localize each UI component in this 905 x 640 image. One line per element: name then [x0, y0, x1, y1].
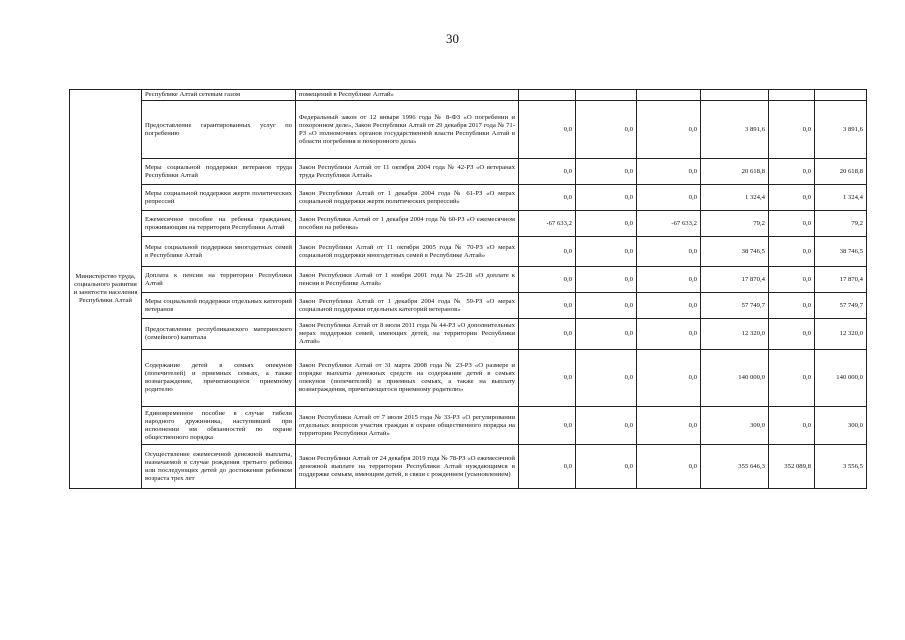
- amount-cell-1: 0,0: [519, 407, 576, 445]
- amount-cell-3: 0,0: [637, 350, 701, 407]
- measure-name-cell: Ежемесячное пособие на ребенка гражданам, проживающим на территории Республики Алтай: [142, 211, 296, 237]
- amount-cell-2: 0,0: [576, 267, 637, 293]
- amount-cell-5: 352 089,8: [769, 445, 815, 489]
- measure-name-cell: Меры социальной поддержки многодетных семей в Республике Алтай: [142, 237, 296, 267]
- legal-basis-cell: Закон Республики Алтай от 1 декабря 2004 года № 61-РЗ «О мерах социальной поддержки жертв политических репрессий»: [296, 185, 519, 211]
- amount-cell-2: 0,0: [576, 159, 637, 185]
- amount-cell-6: 12 320,0: [815, 319, 867, 350]
- amount-cell-4: 79,2: [701, 211, 769, 237]
- legal-basis-cell: Закон Республики Алтай от 24 декабря 2019 года № 78-РЗ «О ежемесячной денежной выплате на территории Республики Алтай нуждающимся в поддержке семьям, имеющим детей, в связи с рождением (усыновлением): [296, 445, 519, 489]
- amount-cell-6: 300,0: [815, 407, 867, 445]
- amount-cell-6: 79,2: [815, 211, 867, 237]
- measure-name-cell: Предоставление гарантированных услуг по погребению: [142, 101, 296, 159]
- table-row: [70, 350, 867, 407]
- amount-cell-6: [815, 90, 867, 101]
- amount-cell-5: 0,0: [769, 319, 815, 350]
- amount-cell-2: 0,0: [576, 237, 637, 267]
- amount-cell-4: 20 618,8: [701, 159, 769, 185]
- amount-cell-1: 0,0: [519, 293, 576, 319]
- amount-cell-3: 0,0: [637, 185, 701, 211]
- amount-cell-1: 0,0: [519, 101, 576, 159]
- amount-cell-3: 0,0: [637, 407, 701, 445]
- amount-cell-4: 57 749,7: [701, 293, 769, 319]
- amount-cell-3: [637, 90, 701, 101]
- table-row: [70, 185, 867, 211]
- table-row: [70, 293, 867, 319]
- amount-cell-2: 0,0: [576, 185, 637, 211]
- amount-cell-5: 0,0: [769, 293, 815, 319]
- amount-cell-4: 1 324,4: [701, 185, 769, 211]
- amount-cell-2: [576, 90, 637, 101]
- legal-basis-cell: Федеральный закон от 12 января 1996 года № 8-ФЗ «О погребении и похоронном деле», Закон Республики Алтай от 29 декабря 2017 года № 71-РЗ «О полномочиях органов государственной власти Республики Алтай в области погребения и похоронного дела»: [296, 101, 519, 159]
- measure-name-cell: Меры социальной поддержки ветеранов труда Республики Алтай: [142, 159, 296, 185]
- amount-cell-3: 0,0: [637, 293, 701, 319]
- legal-basis-cell: Закон Республики Алтай от 1 ноября 2001 года № 25-28 «О доплате к пенсии в Республике Алтай»: [296, 267, 519, 293]
- measure-name-cell: Предоставление республиканского материнского (семейного) капитала: [142, 319, 296, 350]
- amount-cell-3: 0,0: [637, 159, 701, 185]
- amount-cell-5: 0,0: [769, 237, 815, 267]
- amount-cell-1: 0,0: [519, 159, 576, 185]
- organization-cell: Министерство труда, социального развития и занятости населения Республики Алтай: [70, 90, 142, 489]
- measure-name-cell: Меры социальной поддержки отдельных категорий ветеранов: [142, 293, 296, 319]
- amount-cell-5: 0,0: [769, 407, 815, 445]
- table-row: [70, 267, 867, 293]
- amount-cell-2: 0,0: [576, 101, 637, 159]
- amount-cell-4: 140 000,0: [701, 350, 769, 407]
- amount-cell-3: 0,0: [637, 267, 701, 293]
- measure-name-cell: Единовременное пособие в случае гибели народного дружинника, наступившей при исполнении им обязанностей по охране общественного порядка: [142, 407, 296, 445]
- budget-table: [69, 89, 867, 489]
- amount-cell-4: 3 891,6: [701, 101, 769, 159]
- legal-basis-cell: Закон Республики Алтай от 1 декабря 2004 года № 60-РЗ «О ежемесячном пособии на ребенка»: [296, 211, 519, 237]
- legal-basis-cell: Закон Республики Алтай от 31 марта 2008 года № 23-РЗ «О размере и порядке выплаты денежных средств на содержание детей в семьях опекунов (попечителей) и приемных семьях, а также на выплату вознаграждения, причитающегося приемному родителю»: [296, 350, 519, 407]
- measure-name-cell: Содержание детей в семьях опекунов (попечителей) и приемных семьях, а также вознаграждение, причитающееся приемному родителю: [142, 350, 296, 407]
- amount-cell-2: 0,0: [576, 407, 637, 445]
- table-row: [70, 90, 867, 101]
- table-row: [70, 101, 867, 159]
- table-row: [70, 319, 867, 350]
- page-number: 30: [446, 31, 459, 46]
- amount-cell-2: 0,0: [576, 350, 637, 407]
- legal-basis-cell: Закон Республики Алтай от 8 июля 2011 года № 44-РЗ «О дополнительных мерах поддержки семей, имеющих детей, на территории Республики Алтай»: [296, 319, 519, 350]
- amount-cell-1: [519, 90, 576, 101]
- amount-cell-3: 0,0: [637, 101, 701, 159]
- measure-name-cell: Осуществление ежемесячной денежной выплаты, назначаемой в случае рождения третьего ребенка или последующих детей до достижения ребенком возраста трех лет: [142, 445, 296, 489]
- legal-basis-cell: Закон Республики Алтай от 11 октября 2005 года № 70-РЗ «О мерах социальной поддержки многодетных семей в Республике Алтай»: [296, 237, 519, 267]
- amount-cell-2: 0,0: [576, 445, 637, 489]
- measure-name-cell: Республике Алтай сетевым газом: [142, 90, 296, 101]
- amount-cell-2: 0,0: [576, 293, 637, 319]
- legal-basis-cell: Закон Республики Алтай от 1 декабря 2004 года № 59-РЗ «О мерах социальной поддержки отдельных категорий ветеранов»: [296, 293, 519, 319]
- table-row: [70, 211, 867, 237]
- amount-cell-2: 0,0: [576, 211, 637, 237]
- legal-basis-cell: помещений в Республике Алтай»: [296, 90, 519, 101]
- amount-cell-4: [701, 90, 769, 101]
- amount-cell-4: 38 746,5: [701, 237, 769, 267]
- amount-cell-1: 0,0: [519, 267, 576, 293]
- amount-cell-5: 0,0: [769, 159, 815, 185]
- table-row: [70, 159, 867, 185]
- amount-cell-3: 0,0: [637, 237, 701, 267]
- amount-cell-1: 0,0: [519, 319, 576, 350]
- amount-cell-5: 0,0: [769, 101, 815, 159]
- table-row: [70, 445, 867, 489]
- amount-cell-5: 0,0: [769, 185, 815, 211]
- amount-cell-3: -67 633,2: [637, 211, 701, 237]
- amount-cell-5: 0,0: [769, 350, 815, 407]
- amount-cell-3: 0,0: [637, 319, 701, 350]
- table-row: [70, 407, 867, 445]
- amount-cell-6: 20 618,8: [815, 159, 867, 185]
- table-row: [70, 237, 867, 267]
- amount-cell-6: 57 749,7: [815, 293, 867, 319]
- measure-name-cell: Доплата к пенсии на территории Республики Алтай: [142, 267, 296, 293]
- amount-cell-2: 0,0: [576, 319, 637, 350]
- amount-cell-4: 300,0: [701, 407, 769, 445]
- amount-cell-6: 1 324,4: [815, 185, 867, 211]
- amount-cell-4: 355 646,3: [701, 445, 769, 489]
- amount-cell-1: 0,0: [519, 445, 576, 489]
- legal-basis-cell: Закон Республики Алтай от 11 октября 2004 года № 42-РЗ «О ветеранах труда Республики Алтай»: [296, 159, 519, 185]
- amount-cell-6: 3 556,5: [815, 445, 867, 489]
- legal-basis-cell: Закон Республики Алтай от 7 июля 2015 года № 33-РЗ «О регулировании отдельных вопросов участия граждан в охране общественного порядка на территории Республики Алтай»: [296, 407, 519, 445]
- amount-cell-6: 17 870,4: [815, 267, 867, 293]
- amount-cell-5: 0,0: [769, 267, 815, 293]
- amount-cell-3: 0,0: [637, 445, 701, 489]
- amount-cell-1: 0,0: [519, 350, 576, 407]
- amount-cell-4: 12 320,0: [701, 319, 769, 350]
- amount-cell-4: 17 870,4: [701, 267, 769, 293]
- amount-cell-1: -67 633,2: [519, 211, 576, 237]
- amount-cell-5: [769, 90, 815, 101]
- amount-cell-6: 140 000,0: [815, 350, 867, 407]
- amount-cell-1: 0,0: [519, 237, 576, 267]
- measure-name-cell: Меры социальной поддержки жертв политических репрессий: [142, 185, 296, 211]
- amount-cell-6: 38 746,5: [815, 237, 867, 267]
- amount-cell-5: 0,0: [769, 211, 815, 237]
- amount-cell-1: 0,0: [519, 185, 576, 211]
- amount-cell-6: 3 891,6: [815, 101, 867, 159]
